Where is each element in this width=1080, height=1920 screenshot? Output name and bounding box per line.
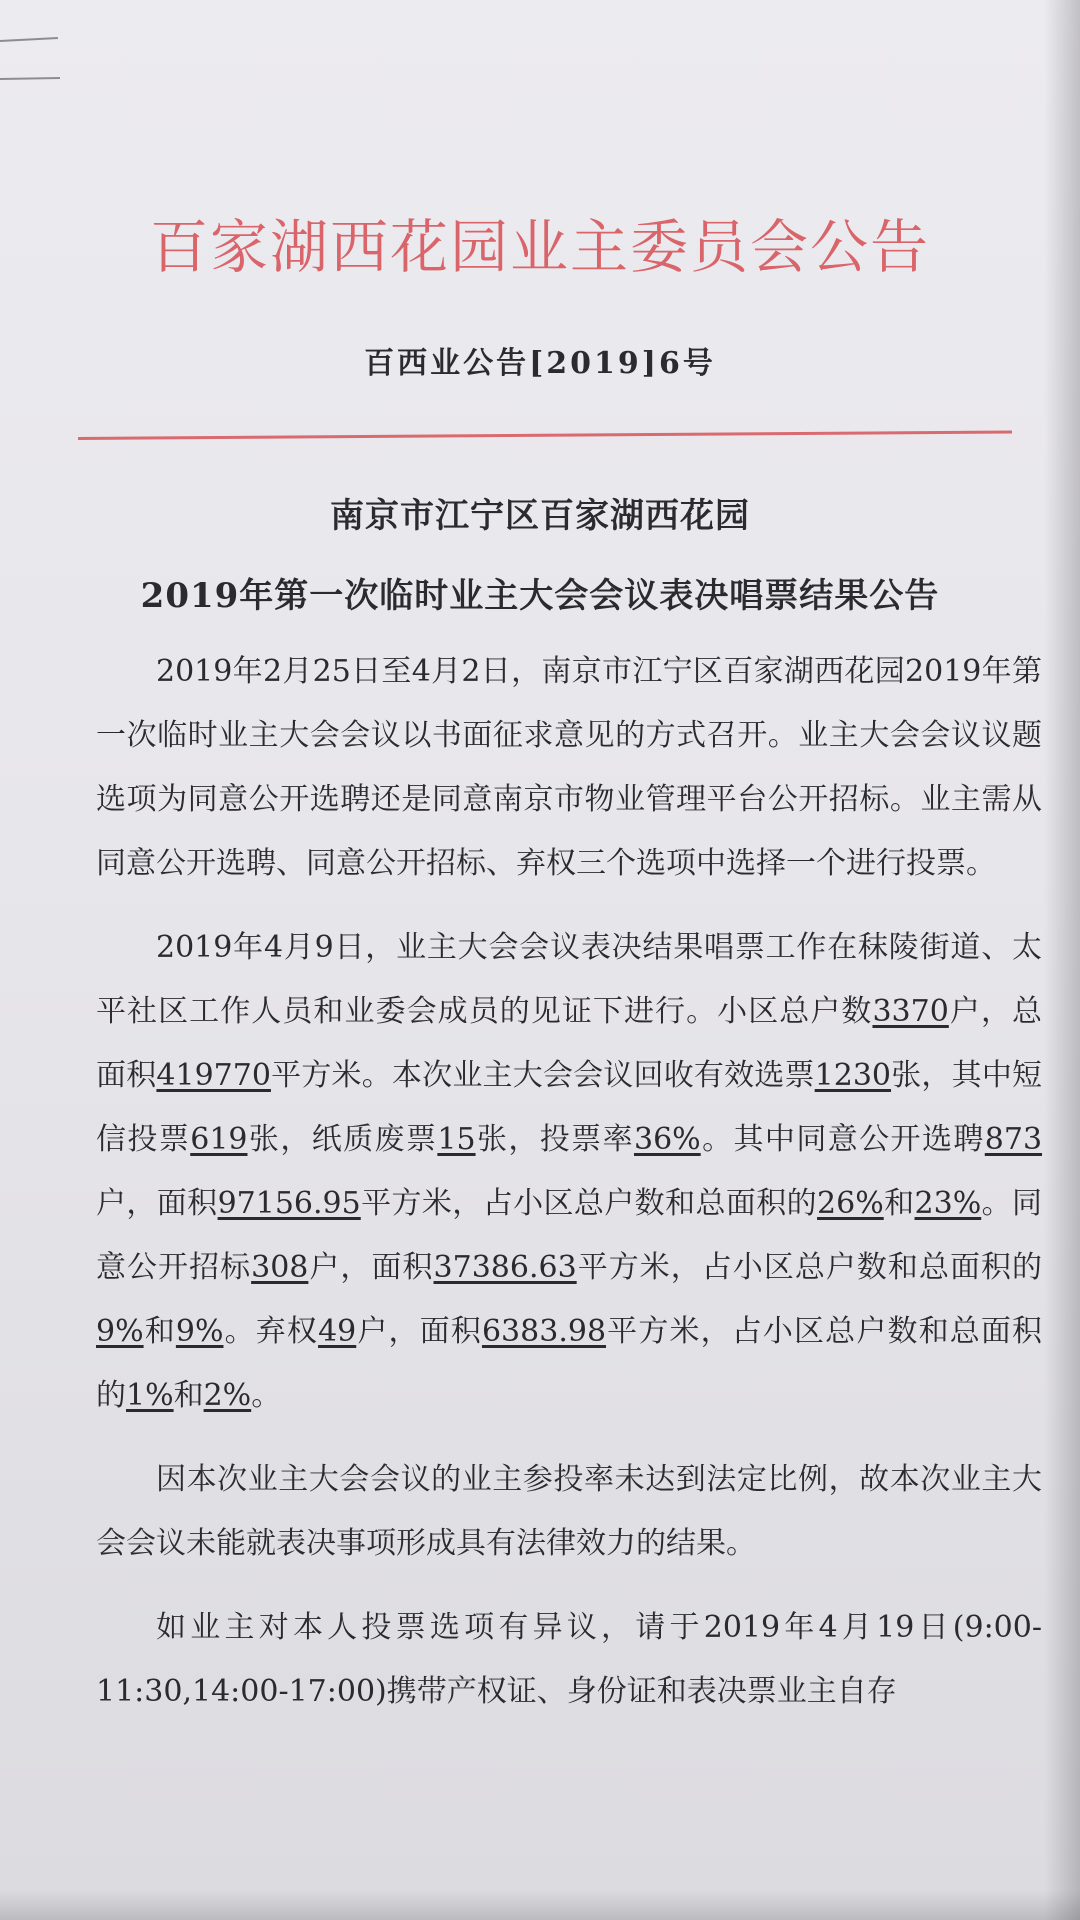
invalid-paper-value: 15 bbox=[437, 1122, 476, 1157]
sms-votes-value: 619 bbox=[190, 1122, 248, 1157]
agree-tender-households: 308 bbox=[251, 1250, 309, 1285]
photo-bottom-shadow bbox=[0, 1890, 1080, 1920]
agree-selection-area: 97156.95 bbox=[217, 1186, 361, 1221]
notice-body bbox=[96, 640, 1042, 1724]
turnout-value: 36% bbox=[634, 1122, 701, 1157]
agree-selection-households: 873 bbox=[984, 1122, 1043, 1157]
paragraph-vote-results: 2019年4月9日，业主大会会议表决结果唱票工作在秣陵街道、太平社区工作人员和业委会成员的见证下进行。小区总户数3370户，总面积419770平方米。本次业主大会会议回收有效选票1230张，其中短信投票619张，纸质废票15张，投票率36%。其中同意公开选聘873户，面积97156.95平方米，占小区总户数和总面积的26%和23%。同意公开招标308户，面积37386.63平方米，占小区总户数和总面积的9%和9%。弃权49户，面积6383.98平方米，占小区总户数和总面积的1%和2%。 bbox=[96, 930, 1043, 1413]
photo-edge-shadow bbox=[1044, 0, 1080, 1920]
paragraph-objection-notice: 如业主对本人投票选项有异议，请于2019年4月19日(9:00-11:30,14:00-17:00)携带产权证、身份证和表决票业主自存 bbox=[96, 1610, 1042, 1709]
org-title: 百家湖西花园业主委员会公告 bbox=[149, 213, 930, 281]
paragraph-legal-effect: 因本次业主大会会议的业主参投率未达到法定比例，故本次业主大会会议未能就表决事项形成具有法律效力的结果。 bbox=[96, 1462, 1042, 1561]
red-divider-line bbox=[78, 430, 1012, 440]
total-area-value: 419770 bbox=[156, 1058, 271, 1093]
paragraph-meeting-info: 2019年2月25日至4月2日，南京市江宁区百家湖西花园2019年第一次临时业主大会会议以书面征求意见的方式召开。业主大会会议议题选项为同意公开选聘还是同意南京市物业管理平台公开招标。业主需从同意公开选聘、同意公开招标、弃权三个选项中选择一个进行投票。 bbox=[96, 654, 1042, 881]
document-number: 百西业公告[2019]6号 bbox=[364, 346, 716, 381]
abstain-pct-households: 1% bbox=[126, 1378, 174, 1413]
abstain-pct-area: 2% bbox=[203, 1378, 252, 1413]
valid-ballots-value: 1230 bbox=[814, 1058, 892, 1093]
abstain-households: 49 bbox=[318, 1314, 357, 1349]
notice-title-line1: 南京市江宁区百家湖西花园 bbox=[330, 496, 750, 536]
agree-selection-pct-area: 23% bbox=[914, 1186, 982, 1221]
agree-selection-pct-households: 26% bbox=[817, 1186, 884, 1221]
agree-tender-area: 37386.63 bbox=[433, 1250, 577, 1285]
agree-tender-pct-area: 9% bbox=[175, 1314, 224, 1349]
abstain-area: 6383.98 bbox=[481, 1314, 607, 1349]
paper-corner-mark bbox=[0, 77, 60, 80]
paper-corner-mark bbox=[0, 37, 58, 42]
total-households-value: 3370 bbox=[872, 994, 949, 1029]
notice-title-line2: 2019年第一次临时业主大会会议表决唱票结果公告 bbox=[140, 576, 940, 616]
agree-tender-pct-households: 9% bbox=[96, 1314, 144, 1349]
